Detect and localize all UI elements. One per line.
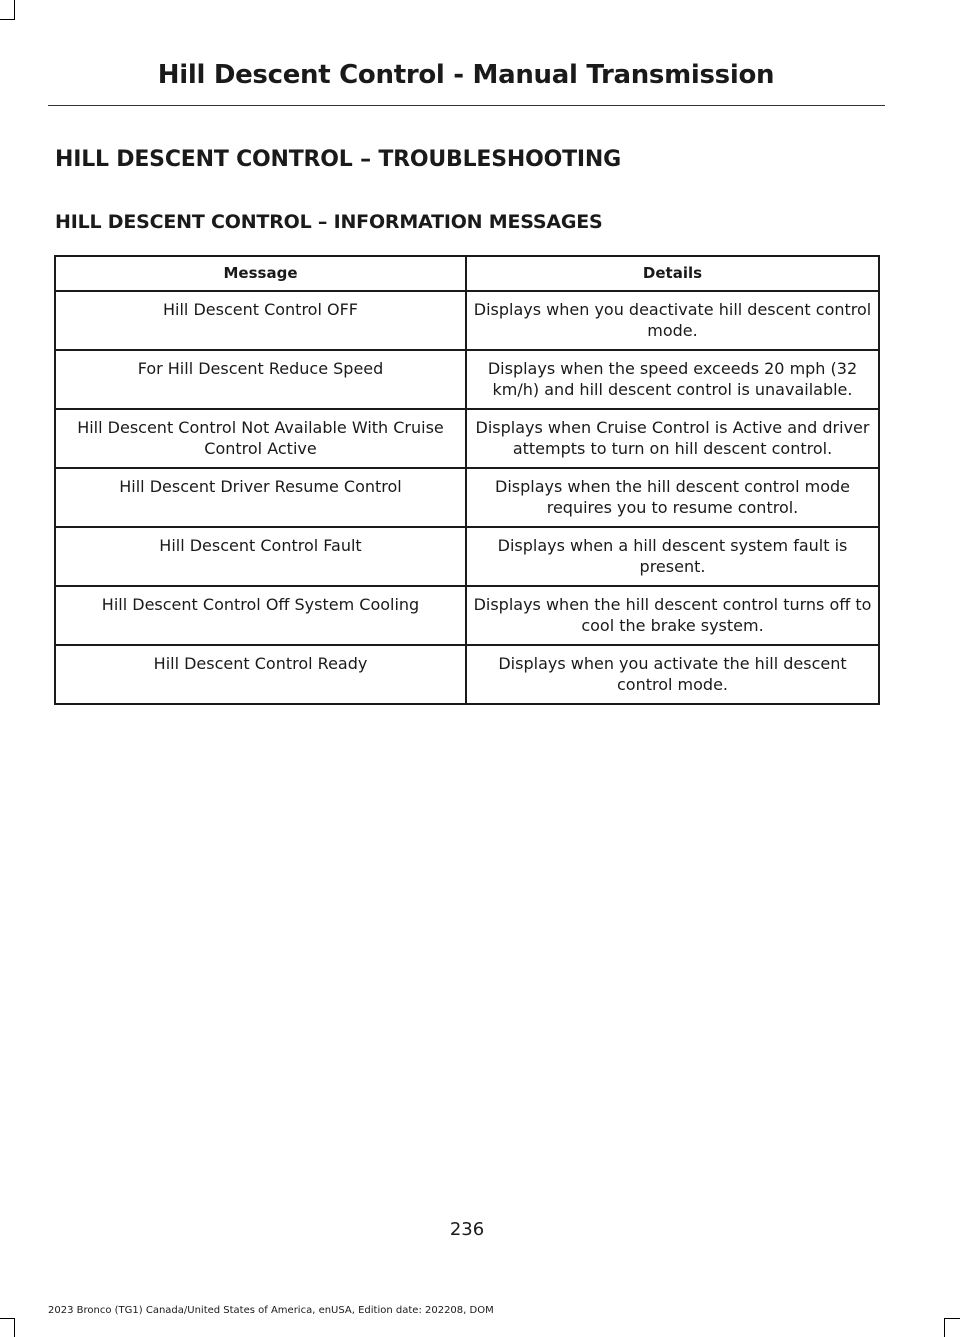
table-row (55, 586, 879, 645)
page-header-title: Hill Descent Control - Manual Transmission (157, 60, 775, 90)
message-cell: Hill Descent Control Not Available With Cruise Control Active (55, 409, 466, 468)
crop-mark-top-left-vertical (14, 0, 15, 20)
message-cell: Hill Descent Driver Resume Control (55, 468, 466, 527)
crop-mark-bottom-left-horizontal (0, 1318, 15, 1319)
information-messages-table (54, 255, 880, 705)
details-cell: Displays when you activate the hill descent control mode. (466, 645, 879, 704)
column-header-details: Details (466, 256, 879, 291)
message-cell: Hill Descent Control Off System Cooling (55, 586, 466, 645)
crop-mark-bottom-left-vertical (14, 1318, 15, 1337)
column-header-message: Message (55, 256, 466, 291)
table-row (55, 527, 879, 586)
message-cell: For Hill Descent Reduce Speed (55, 350, 466, 409)
header-rule (48, 105, 885, 106)
details-cell: Displays when a hill descent system fault is present. (466, 527, 879, 586)
table-row (55, 291, 879, 350)
details-cell: Displays when you deactivate hill descent control mode. (466, 291, 879, 350)
details-cell: Displays when the speed exceeds 20 mph (32 km/h) and hill descent control is unavailable. (466, 350, 879, 409)
crop-mark-bottom-right-vertical (944, 1318, 945, 1337)
table-row (55, 409, 879, 468)
message-cell: Hill Descent Control OFF (55, 291, 466, 350)
crop-mark-top-left-horizontal (0, 19, 15, 20)
table-row (55, 468, 879, 527)
table-row (55, 350, 879, 409)
message-cell: Hill Descent Control Ready (55, 645, 466, 704)
details-cell: Displays when the hill descent control turns off to cool the brake system. (466, 586, 879, 645)
section-heading: HILL DESCENT CONTROL – TROUBLESHOOTING (55, 147, 621, 172)
table-row (55, 645, 879, 704)
details-cell: Displays when Cruise Control is Active and driver attempts to turn on hill descent control. (466, 409, 879, 468)
page-number: 236 (449, 1219, 485, 1240)
message-cell: Hill Descent Control Fault (55, 527, 466, 586)
table-header-row (55, 256, 879, 291)
details-cell: Displays when the hill descent control mode requires you to resume control. (466, 468, 879, 527)
edition-footer: 2023 Bronco (TG1) Canada/United States of America, enUSA, Edition date: 202208, DOM (48, 1305, 494, 1316)
subsection-heading: HILL DESCENT CONTROL – INFORMATION MESSAGES (55, 211, 603, 233)
crop-mark-bottom-right-horizontal (944, 1318, 960, 1319)
